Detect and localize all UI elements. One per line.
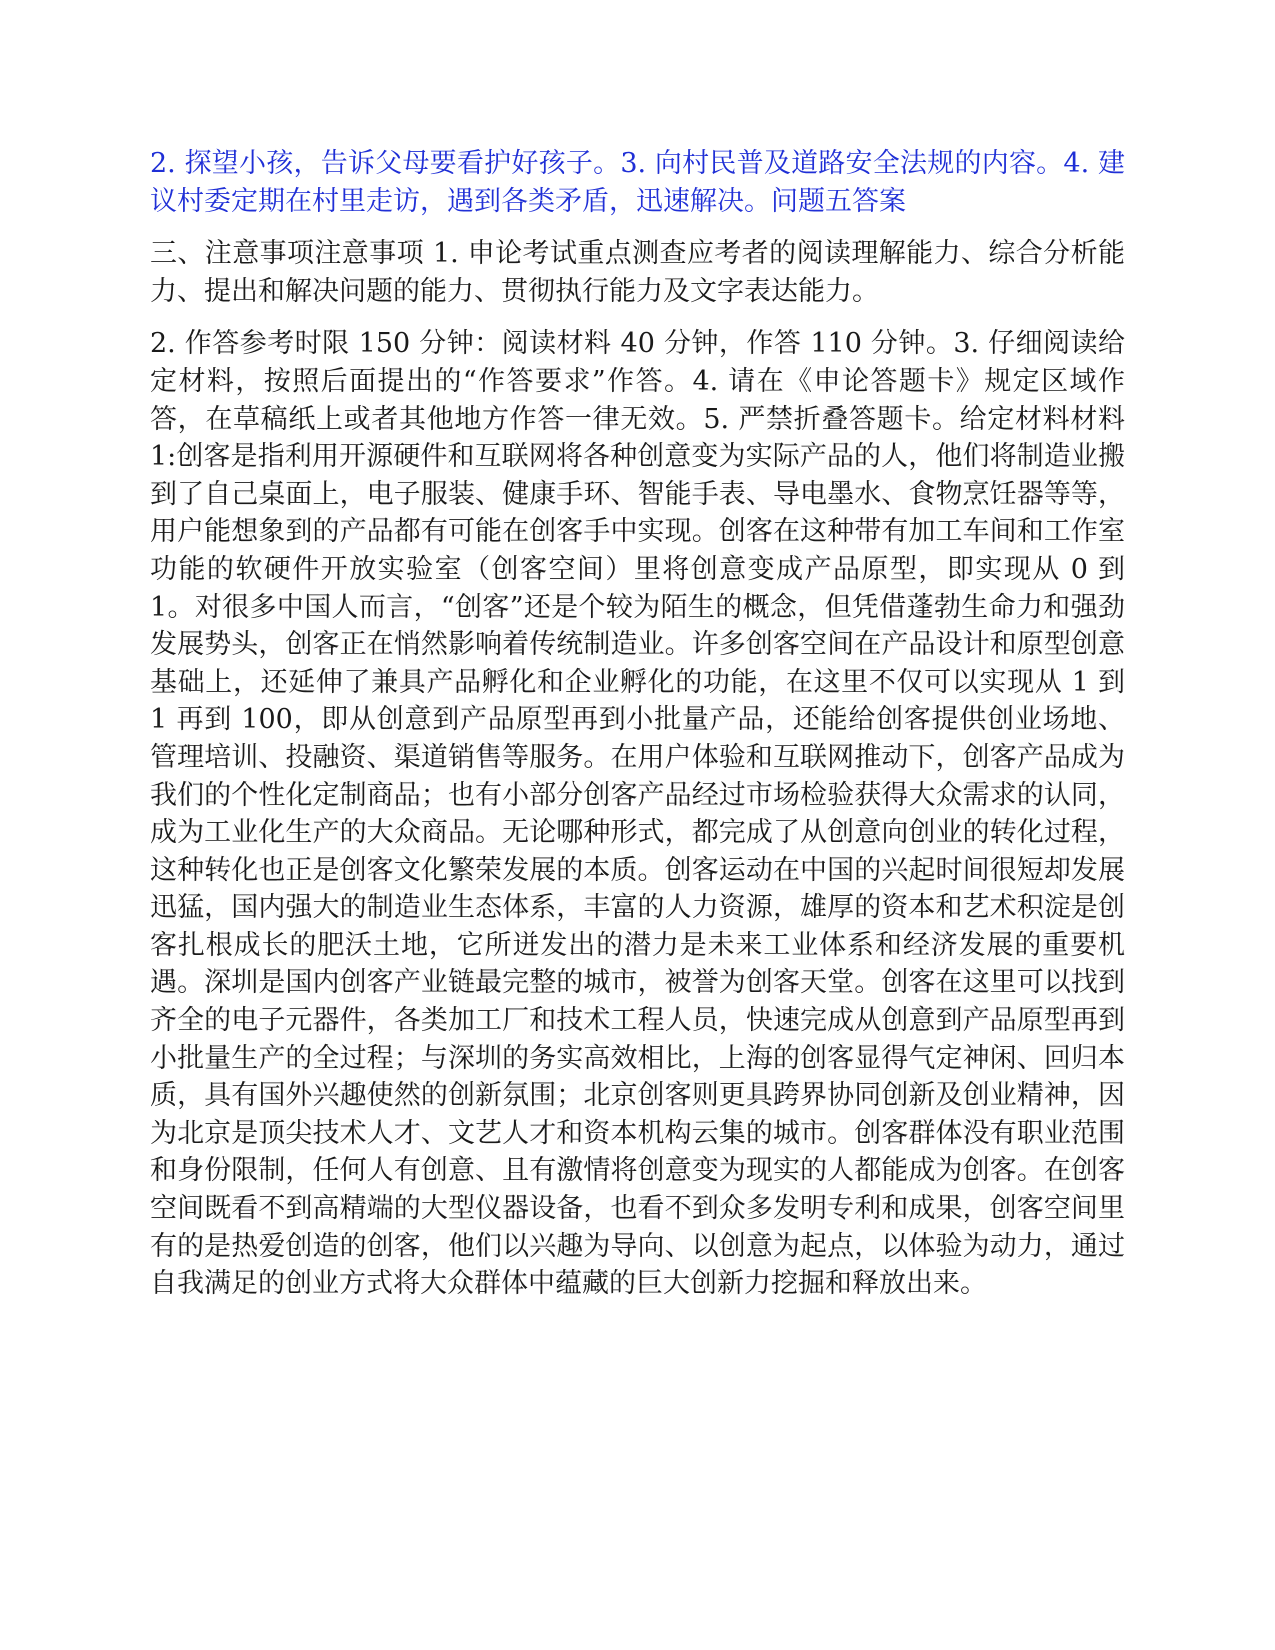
paragraph-gap (150, 310, 1125, 325)
paragraph-gap (150, 220, 1125, 235)
notes-intro-paragraph: 三、注意事项注意事项 1. 申论考试重点测查应考者的阅读理解能力、综合分析能力、提出和解决问题的能力、贯彻执行能力及文字表达能力。 (150, 238, 1125, 307)
document-page (150, 145, 1125, 1303)
answer-paragraph: 2. 探望小孩，告诉父母要看护好孩子。3. 向村民普及道路安全法规的内容。4. 建议村委定期在村里走访，遇到各类矛盾，迅速解决。问题五答案 (150, 148, 1125, 217)
notes-and-material-paragraph: 2. 作答参考时限 150 分钟：阅读材料 40 分钟，作答 110 分钟。3. 仔细阅读给定材料，按照后面提出的“作答要求”作答。4. 请在《申论答题卡》规定区域作答，在草稿纸上或者其他地方作答一律无效。5. 严禁折叠答题卡。给定材料材料 1:创客是指利用开源硬件和互联网将各种创意变为实际产品的人，他们将制造业搬到了自己桌面上，电子服装、健康手环、智能手表、导电墨水、食物烹饪器等等，用户能想象到的产品都有可能在创客手中实现。创客在这种带有加工车间和工作室功能的软硬件开放实验室（创客空间）里将创意变成产品原型，即实现从 0 到 1。对很多中国人而言，“创客”还是个较为陌生的概念，但凭借蓬勃生命力和强劲发展势头，创客正在悄然影响着传统制造业。许多创客空间在产品设计和原型创意基础上，还延伸了兼具产品孵化和企业孵化的功能，在这里不仅可以实现从 1 到 1 再到 100，即从创意到产品原型再到小批量产品，还能给创客提供创业场地、管理培训、投融资、渠道销售等服务。在用户体验和互联网推动下，创客产品成为我们的个性化定制商品；也有小部分创客产品经过市场检验获得大众需求的认同，成为工业化生产的大众商品。无论哪种形式，都完成了从创意向创业的转化过程，这种转化也正是创客文化繁荣发展的本质。创客运动在中国的兴起时间很短却发展迅猛，国内强大的制造业生态体系，丰富的人力资源，雄厚的资本和艺术积淀是创客扎根成长的肥沃土地，它所迸发出的潜力是未来工业体系和经济发展的重要机遇。深圳是国内创客产业链最完整的城市，被誉为创客天堂。创客在这里可以找到齐全的电子元器件，各类加工厂和技术工程人员，快速完成从创意到产品原型再到小批量生产的全过程；与深圳的务实高效相比，上海的创客显得气定神闲、回归本质，具有国外兴趣使然的创新氛围；北京创客则更具跨界协同创新及创业精神，因为北京是顶尖技术人才、文艺人才和资本机构云集的城市。创客群体没有职业范围和身份限制，任何人有创意、且有激情将创意变为现实的人都能成为创客。在创客空间既看不到高精端的大型仪器设备，也看不到众多发明专利和成果，创客空间里有的是热爱创造的创客，他们以兴趣为导向、以创意为起点，以体验为动力，通过自我满足的创业方式将大众群体中蕴藏的巨大创新力挖掘和释放出来。 (150, 328, 1125, 1300)
